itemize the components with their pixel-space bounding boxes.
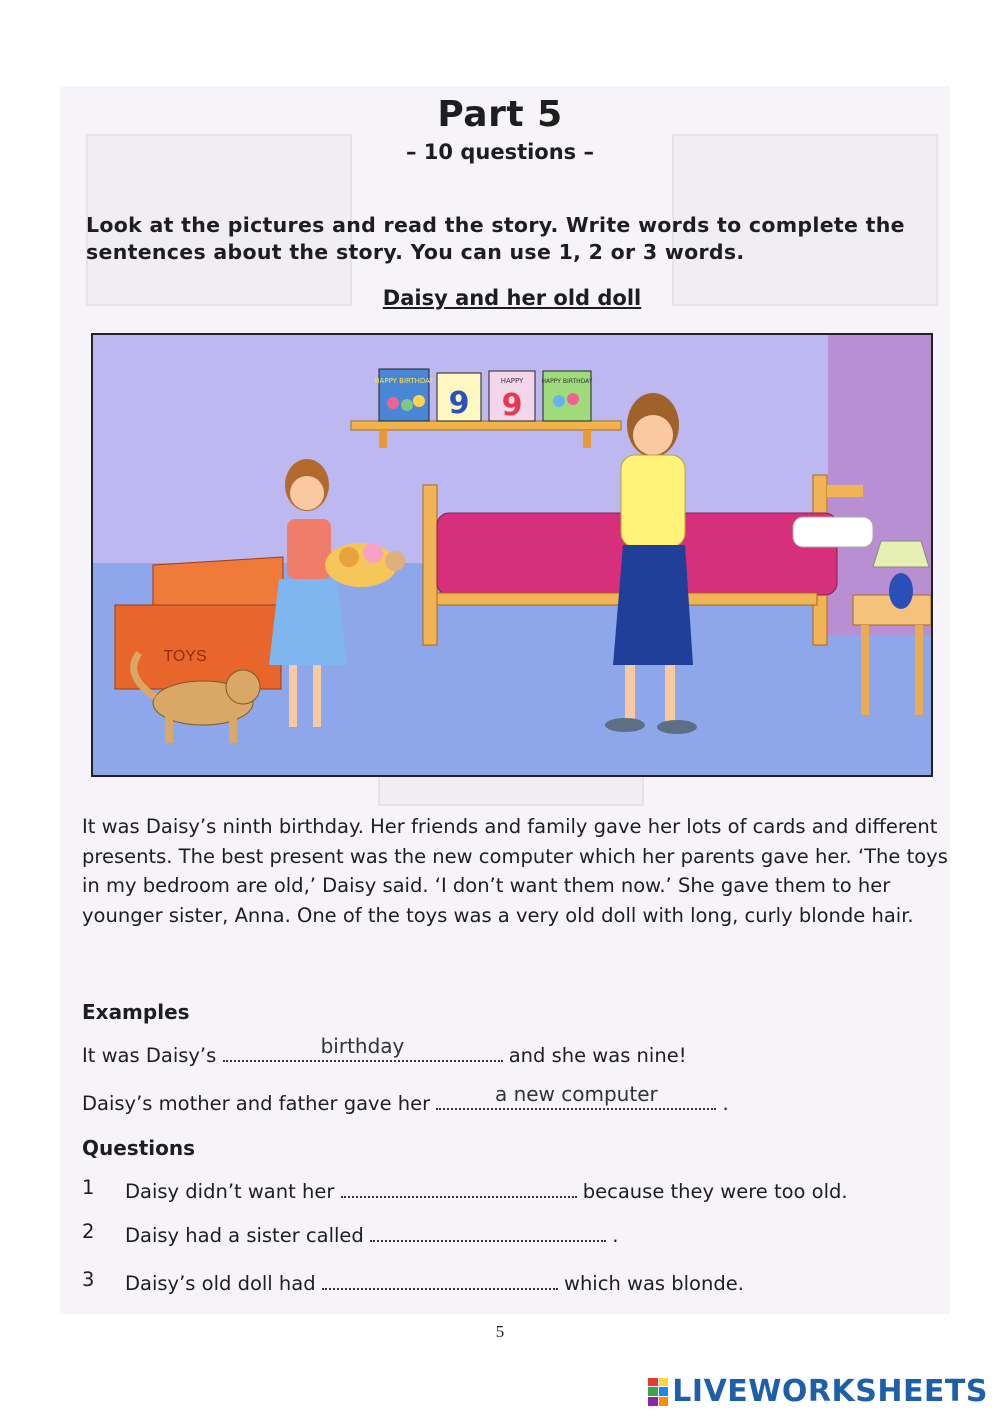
- example-2-answer: a new computer: [494, 1082, 658, 1106]
- liveworksheets-logo: [648, 1374, 988, 1409]
- card-text: HAPPY BIRTHDAY: [374, 377, 434, 385]
- shelf-bracket: [379, 430, 387, 448]
- question-1-before: Daisy didn’t want her: [125, 1180, 335, 1203]
- bedroom-scene: [93, 335, 931, 775]
- page-title: Part 5: [437, 94, 563, 135]
- example-2: [82, 1082, 729, 1115]
- example-1-blank: [223, 1034, 503, 1062]
- question-1-number: 1: [82, 1176, 95, 1199]
- example-2-blank: [436, 1082, 716, 1110]
- question-2-answer-input[interactable]: [370, 1220, 606, 1242]
- card-number: 9: [501, 388, 523, 423]
- questions-heading: Questions: [82, 1136, 196, 1160]
- question-2-after: .: [612, 1224, 619, 1247]
- question-1-after: because they were too old.: [582, 1180, 848, 1203]
- liveworksheets-logo-icon: [648, 1378, 668, 1406]
- example-2-after: .: [722, 1092, 729, 1115]
- question-3-after: which was blonde.: [564, 1272, 744, 1295]
- question-3-before: Daisy’s old doll had: [125, 1272, 316, 1295]
- story-illustration: [91, 333, 933, 777]
- question-1: [125, 1176, 848, 1203]
- toy-box-label: TOYS: [163, 648, 207, 665]
- shelf: [351, 421, 621, 430]
- instructions: Look at the pictures and read the story. Write words to complete the sentences about the story. You can use 1, 2 or 3 words.: [86, 213, 905, 264]
- card-text: HAPPY: [500, 377, 524, 385]
- example-2-before: Daisy’s mother and father gave her: [82, 1092, 431, 1115]
- story-text: It was Daisy’s ninth birthday. Her friends and family gave her lots of cards and different presents. The best present was the new computer which her parents gave her. ‘The toys in my bedroom are old,’ Daisy said. ‘I don’t want them now.’ She gave them to her younger sister, Anna. One of the toys was a very old doll with long, curly blonde hair.: [82, 815, 948, 927]
- example-1-before: It was Daisy’s: [82, 1044, 217, 1067]
- birthday-card: [542, 371, 593, 421]
- examples-heading: Examples: [82, 1000, 190, 1024]
- card-text: HAPPY BIRTHDAY: [541, 378, 593, 385]
- example-1: [82, 1034, 687, 1067]
- question-2-before: Daisy had a sister called: [125, 1224, 364, 1247]
- example-1-after: and she was nine!: [508, 1044, 687, 1067]
- question-3-answer-input[interactable]: [322, 1268, 558, 1290]
- question-1-answer-input[interactable]: [341, 1176, 577, 1198]
- birthday-card: [374, 369, 434, 421]
- birthday-card: [489, 371, 535, 423]
- shelf-bracket: [583, 430, 591, 448]
- story-title: Daisy and her old doll: [382, 286, 642, 310]
- example-1-answer: birthday: [320, 1034, 405, 1058]
- question-2: [125, 1220, 618, 1247]
- question-3-number: 3: [82, 1268, 95, 1291]
- birthday-card: [437, 373, 481, 421]
- card-number: 9: [448, 386, 470, 421]
- page-number: 5: [495, 1322, 505, 1341]
- question-2-number: 2: [82, 1220, 95, 1243]
- question-3: [125, 1268, 744, 1295]
- brand-name: LIVEWORKSHEETS: [672, 1374, 988, 1409]
- page-subtitle: – 10 questions –: [406, 140, 594, 164]
